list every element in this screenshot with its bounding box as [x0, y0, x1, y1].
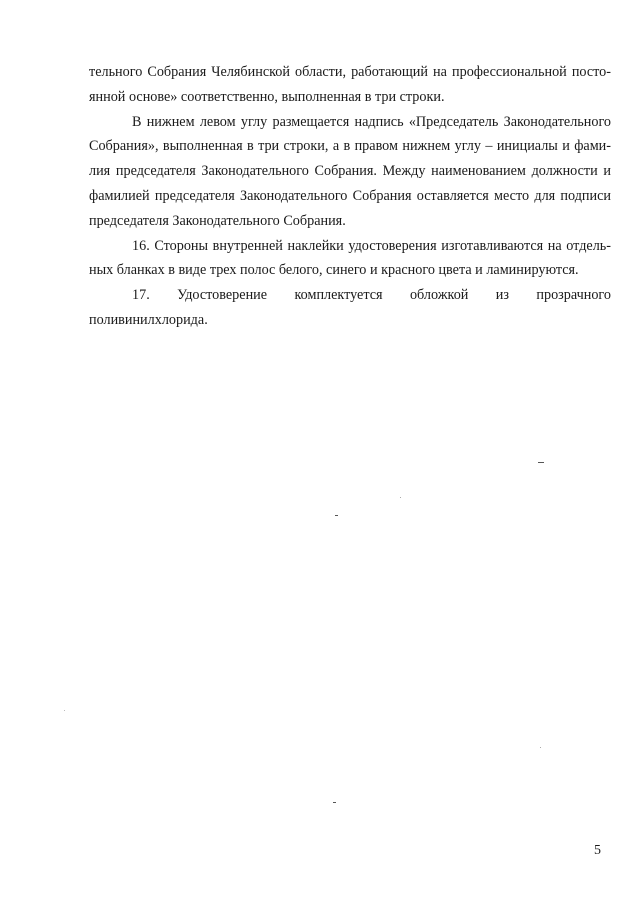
scan-speck [538, 462, 544, 463]
scan-speck [333, 802, 336, 803]
page-number: 5 [594, 843, 601, 858]
scan-speck [400, 497, 401, 498]
paragraph-item-17: 17. Удостоверение комплектуется обложкой из прозрачного поливинилхлорида. [89, 287, 611, 328]
scan-speck [540, 747, 541, 748]
document-body [89, 60, 611, 333]
scan-speck [64, 710, 65, 711]
scan-speck [335, 515, 338, 516]
paragraph-bottom-corners: В нижнем левом углу размещается надпись «Председатель Законодательного Собрания», выполненная в три строки, а в правом нижнем углу – инициалы и фами-лия председателя Законодательного Собрания. Между наименованием должности и фамилией председателя Законодательного Собрания оставляется место для подписи председателя Законодательного Собрания. [89, 113, 611, 229]
paragraph-item-16: 16. Стороны внутренней наклейки удостоверения изготавливаются на отдель-ных бланках в виде трех полос белого, синего и красного цвета и ламинируются. [89, 237, 611, 279]
paragraph-continued: тельного Собрания Челябинской области, работающий на профессиональной посто-янной основе» соответственно, выполненная в три строки. [89, 64, 611, 105]
